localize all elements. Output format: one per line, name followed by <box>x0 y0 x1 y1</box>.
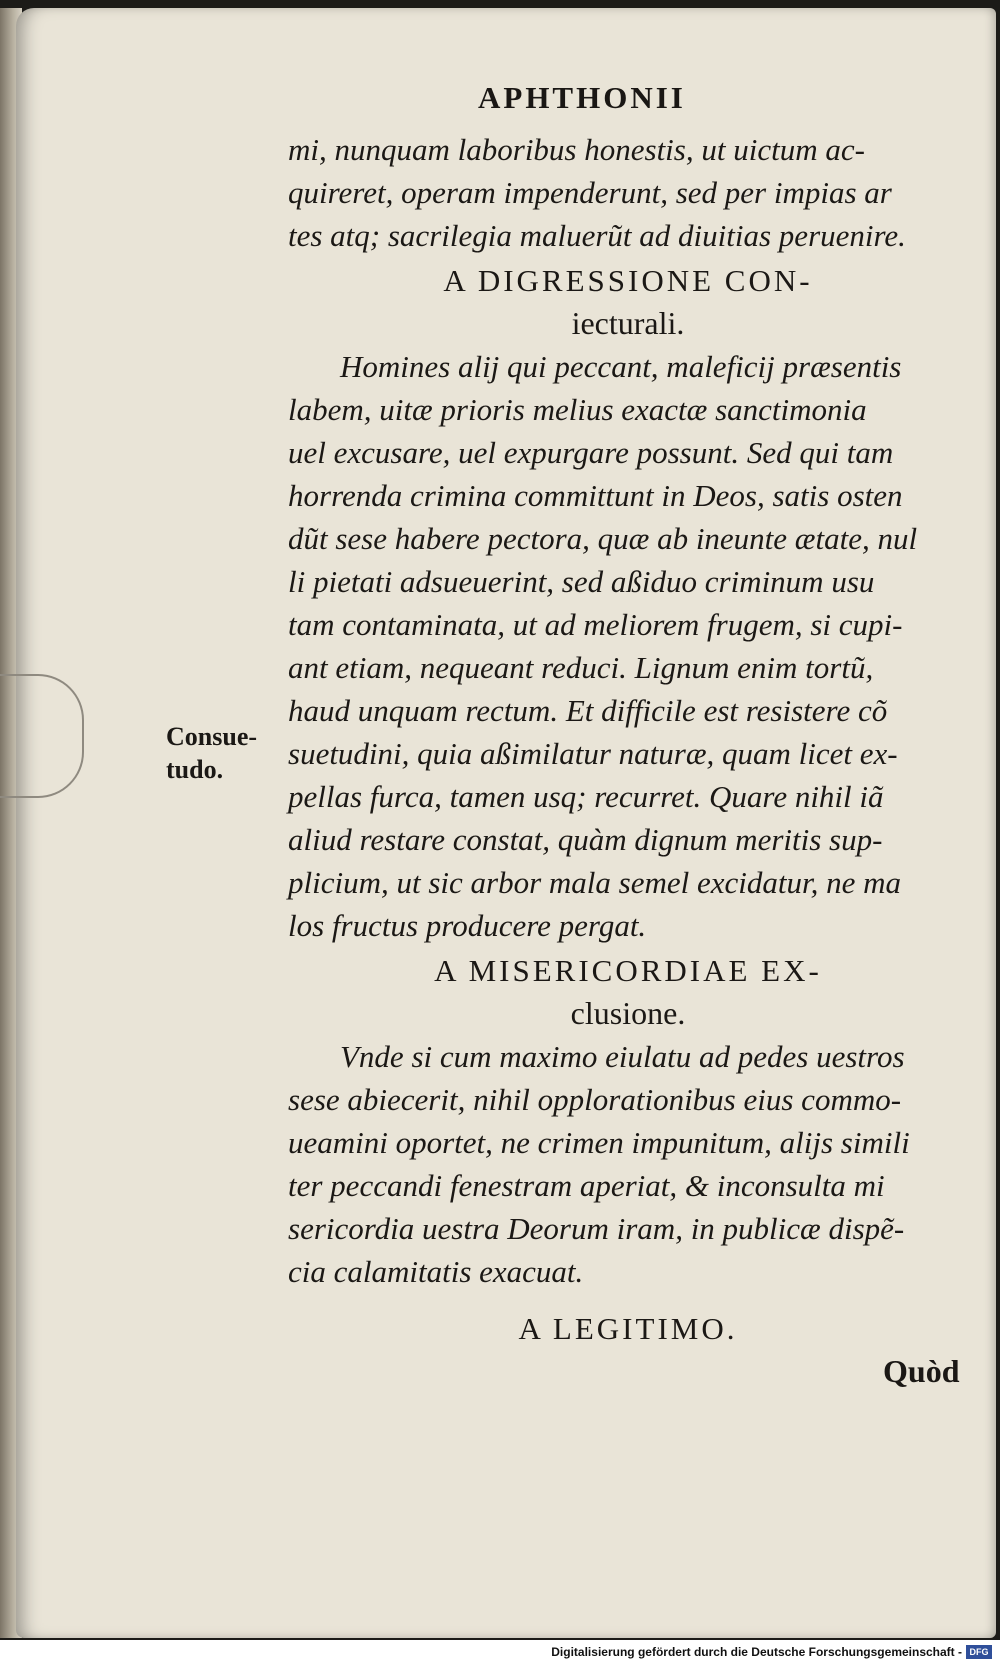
text-line: mi, nunquam laboribus honestis, ut uictum ac- <box>288 132 865 167</box>
digitization-credit <box>551 1645 992 1659</box>
section-heading: A DIGRESSIONE CON- <box>443 263 813 298</box>
text-line: Vnde si cum maximo eiulatu ad pedes uestros <box>340 1039 905 1074</box>
section-heading: A LEGITIMO. <box>518 1311 738 1346</box>
section-heading-cont: clusione. <box>570 995 686 1031</box>
text-line: haud unquam rectum. Et difficile est resistere cõ <box>288 693 888 728</box>
text-line: li pietati adsueuerint, sed aßiduo criminum usu <box>288 564 875 599</box>
text-line: quireret, operam impenderunt, sed per impias ar <box>288 175 892 210</box>
catchword: Quòd <box>883 1353 960 1389</box>
text-line: los fructus producere pergat. <box>288 908 647 943</box>
text-line: uel excusare, uel expurgare possunt. Sed qui tam <box>288 435 894 470</box>
section-heading: A MISERICORDIAE EX- <box>434 953 822 988</box>
text-line: sericordia uestra Deorum iram, in publicæ dispẽ- <box>288 1211 905 1246</box>
margin-note <box>166 720 257 786</box>
text-line: pellas furca, tamen usq; recurret. Quare nihil iã <box>288 779 884 814</box>
text-line: horrenda crimina committunt in Deos, satis osten <box>288 478 903 513</box>
main-text <box>288 128 968 1350</box>
text-line: sese abiecerit, nihil opplorationibus eius commo- <box>288 1082 902 1117</box>
text-line: suetudini, quia aßimilatur naturæ, quam licet ex- <box>288 736 898 771</box>
text-line: aliud restare constat, quàm dignum meritis sup- <box>288 822 883 857</box>
text-line: ueamini oportet, ne crimen impunitum, alijs simili <box>288 1125 910 1160</box>
text-line: tes atq; sacrilegia maluerũt ad diuitias peruenire. <box>288 218 906 253</box>
page-marker-tab <box>0 674 84 798</box>
text-line: ter peccandi fenestram aperiat, & inconsulta mi <box>288 1168 885 1203</box>
text-line: dũt sese habere pectora, quæ ab ineunte ætate, nul <box>288 521 918 556</box>
margin-note-line: tudo. <box>166 755 224 784</box>
section-heading-cont: iecturali. <box>571 305 685 341</box>
text-line: plicium, ut sic arbor mala semel excidatur, ne ma <box>288 865 902 900</box>
dfg-logo-icon: DFG <box>966 1645 992 1659</box>
text-line: Homines alij qui peccant, maleficij præsentis <box>340 349 902 384</box>
credit-text: Digitalisierung gefördert durch die Deutsche Forschungsgemeinschaft - <box>551 1645 962 1659</box>
margin-note-line: Consue- <box>166 722 258 751</box>
text-line: cia calamitatis exacuat. <box>288 1254 584 1289</box>
text-line: labem, uitæ prioris melius exactæ sanctimonia <box>288 392 867 427</box>
text-line: tam contaminata, ut ad meliorem frugem, si cupi- <box>288 607 903 642</box>
text-line: ant etiam, nequeant reduci. Lignum enim tortũ, <box>288 650 874 685</box>
running-head: APHTHONII <box>478 80 686 115</box>
